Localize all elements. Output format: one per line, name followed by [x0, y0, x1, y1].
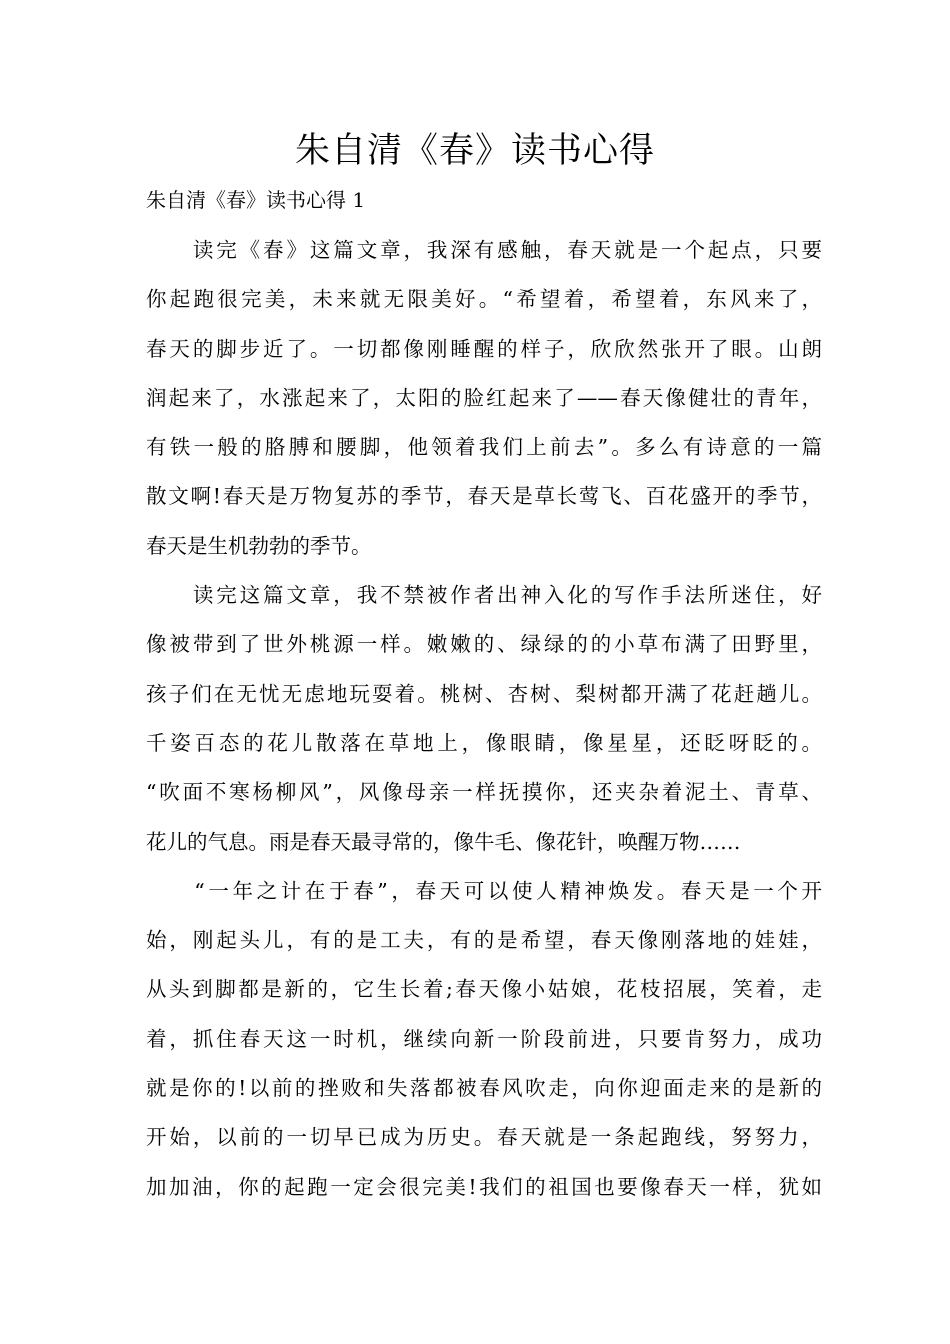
text-line: 加加油，你的起跑一定会很完美!我们的祖国也要像春天一样，犹如 — [146, 1174, 822, 1199]
text-line: 读完《春》这篇文章，我深有感触，春天就是一个起点，只要 — [146, 238, 822, 262]
text-line: 你起跑很完美，未来就无限美好。“希望着，希望着，东风来了， — [146, 287, 822, 312]
text-line: 着，抓住春天这一时机，继续向新一阶段前进，只要肯努力，成功 — [146, 1026, 822, 1051]
text-line: 花儿的气息。雨是春天最寻常的，像牛毛、像花针，唤醒万物…… — [146, 829, 741, 854]
text-line: 读完这篇文章，我不禁被作者出神入化的写作手法所迷住，好 — [146, 583, 822, 608]
text-line: 开始，以前的一切早已成为历史。春天就是一条起跑线，努努力， — [146, 1125, 822, 1150]
text-line: 就是你的!以前的挫败和失落都被春风吹走，向你迎面走来的是新的 — [146, 1076, 822, 1101]
text-line: 千姿百态的花儿散落在草地上，像眼睛，像星星，还眨呀眨的。 — [146, 730, 822, 755]
text-line: 春天是生机勃勃的季节。 — [146, 533, 372, 558]
text-line: 有铁一般的胳膊和腰脚，他领着我们上前去”。多么有诗意的一篇 — [146, 435, 822, 460]
section-heading: 朱自清《春》读书心得 1 — [146, 188, 366, 212]
text-line: “吹面不寒杨柳风”，风像母亲一样抚摸你，还夹杂着泥土、青草、 — [146, 780, 822, 805]
text-line: 春天的脚步近了。一切都像刚睡醒的样子，欣欣然张开了眼。山朗 — [146, 336, 822, 361]
document-title: 朱自清《春》读书心得 — [294, 131, 655, 171]
text-line: 从头到脚都是新的，它生长着;春天像小姑娘，花枝招展，笑着，走 — [146, 977, 822, 1002]
text-line: 孩子们在无忧无虑地玩耍着。桃树、杏树、梨树都开满了花赶趟儿。 — [146, 681, 822, 706]
text-line: 润起来了，水涨起来了，太阳的脸红起来了——春天像健壮的青年， — [146, 385, 822, 410]
text-line: 像被带到了世外桃源一样。嫩嫩的、绿绿的的小草布满了田野里， — [146, 632, 822, 657]
text-line: 散文啊!春天是万物复苏的季节，春天是草长莺飞、百花盛开的季节， — [146, 484, 822, 509]
text-line: 始，刚起头儿，有的是工夫，有的是希望，春天像刚落地的娃娃， — [146, 928, 822, 953]
document-body — [146, 232, 822, 1218]
text-line: “一年之计在于春”，春天可以使人精神焕发。春天是一个开 — [146, 878, 822, 903]
